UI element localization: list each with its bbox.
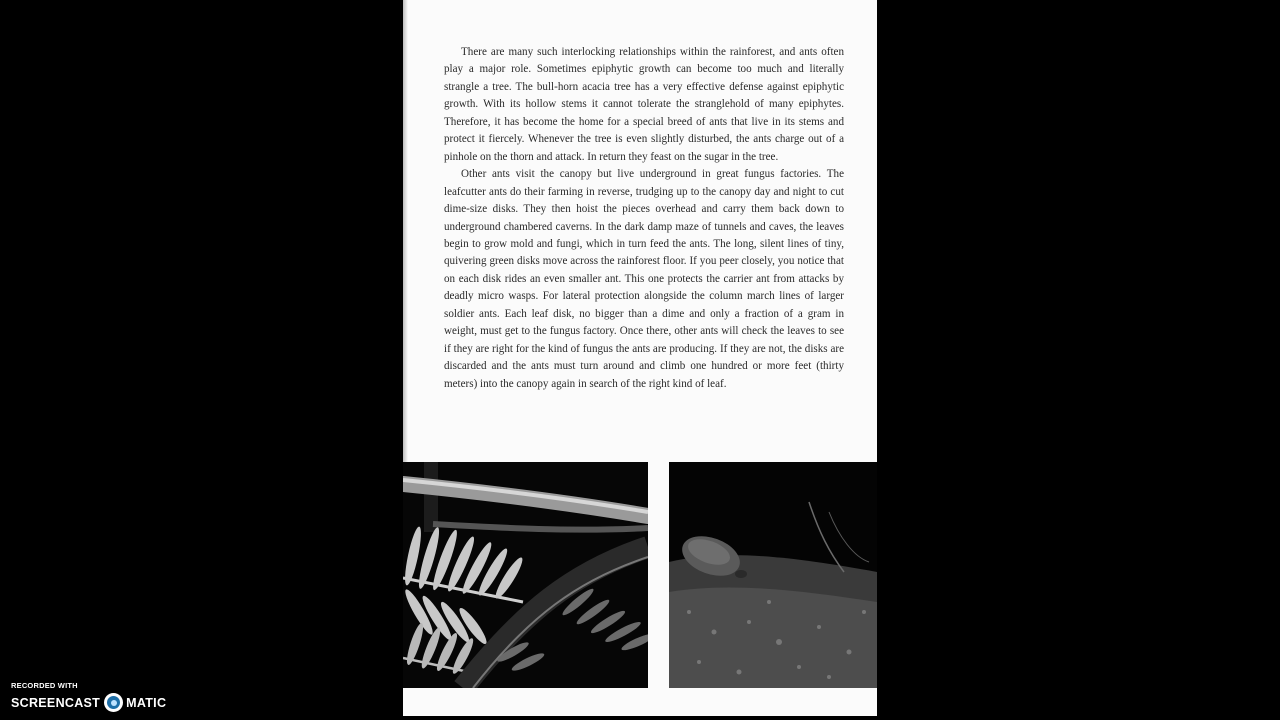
- brand-name-right: MATIC: [126, 695, 167, 710]
- body-text: [444, 44, 844, 393]
- brand-name-left: SCREENCAST: [11, 695, 101, 710]
- screencast-watermark: [11, 681, 166, 712]
- recorded-with-label: RECORDED WITH: [11, 681, 78, 690]
- screencast-logo-icon: [104, 693, 123, 712]
- page-binding-shadow: [403, 0, 408, 462]
- book-page: [403, 0, 877, 716]
- paragraph-acacia: There are many such interlocking relationships within the rainforest, and ants often play a major role. Sometimes epiphytic growth can become too much and literally strangle a tree. The bull-horn acacia tree has a very effective defense against epiphytic growth. With its hollow stems it cannot tolerate the stranglehold of many epiphytes. Therefore, it has become the home for a special breed of ants that live in its stems and protect it fiercely. Whenever the tree is even slightly disturbed, the ants charge out of a pinhole on the thorn and attack. In return they feast on the sugar in the tree.: [444, 46, 844, 163]
- leafcutter-ant-photo: [669, 462, 877, 688]
- acacia-leaf-photo: [403, 462, 648, 688]
- paragraph-leafcutter: Other ants visit the canopy but live underground in great fungus factories. The leafcutter ants do their farming in reverse, trudging up to the canopy day and night to cut dime-size disks. They then hoist the pieces overhead and carry them back down to underground chambered caverns. In the dark damp maze of tunnels and caves, the leaves begin to grow mold and fungi, which in turn feed the ants. The long, silent lines of tiny, quivering green disks move across the rainforest floor. If you peer closely, you notice that on each disk rides an even smaller ant. This one protects the carrier ant from attacks by deadly micro wasps. For lateral protection alongside the column march lines of larger soldier ants. Each leaf disk, no bigger than a dime and only a fraction of a gram in weight, must get to the fungus factory. Once there, other ants will check the leaves to see if they are right for the kind of fungus the ants are producing. If they are not, the disks are discarded and the ants must turn around and climb one hundred or more feet (thirty meters) into the canopy again in search of the right kind of leaf.: [444, 168, 844, 390]
